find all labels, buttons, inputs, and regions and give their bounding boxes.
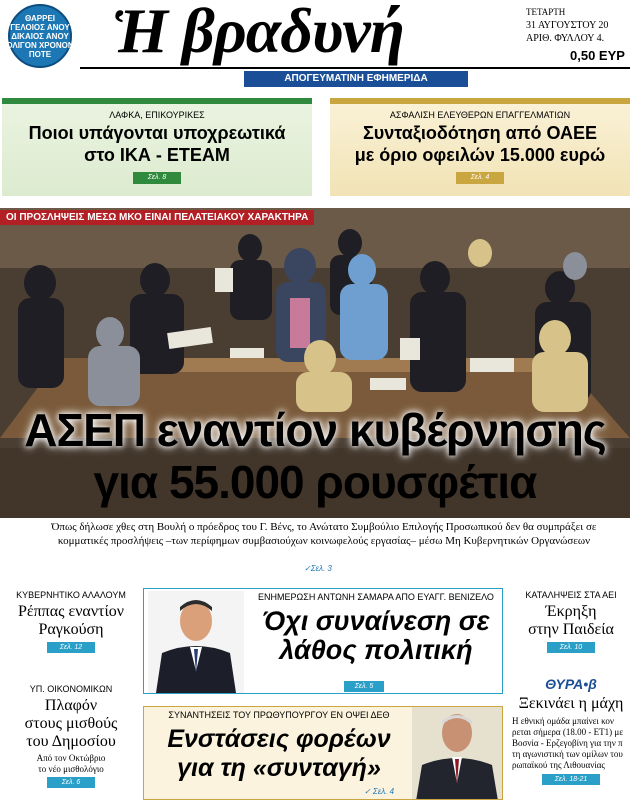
price: 0,50 ΕΥΡ: [570, 48, 625, 63]
masthead-subtitle: ΑΠΟΓΕΥΜΑΤΙΝΗ ΕΦΗΜΕΡΙΔΑ: [244, 71, 468, 87]
story-kicker: ΣΥΝΑΝΤΗΣΕΙΣ ΤΟΥ ΠΡΩΘΥΠΟΥΡΓΟΥ ΕΝ ΟΨΕΙ ΔΕΘ: [168, 710, 390, 720]
center-story-papandreou[interactable]: [143, 706, 503, 800]
samaras-portrait: [148, 591, 244, 693]
teaser-kicker: ΛΑΦΚΑ, ΕΠΙΚΟΥΡΙΚΕΣ: [109, 110, 205, 120]
issue-date: 31 ΑΥΓΟΥΣΤΟΥ 20: [526, 20, 609, 31]
thyra-section-logo: ΘΥΡΑ•β: [545, 676, 597, 692]
story-headline-line1: Όχι συναίνεση σε: [262, 606, 490, 636]
story-page-ref: Σελ. 18-21: [542, 774, 600, 785]
teaser-headline-line1: Ποιοι υπάγονται υποχρεωτικά: [28, 123, 286, 143]
lead-text-line1: Όπως δήλωσε χθες στη Βουλή ο πρόεδρος του Γ. Βένς, το Ανώτατο Συμβούλιο Επιλογής Προσωπικού δεν θα συμπράξει σε: [51, 521, 597, 533]
teaser-headline-line2: στο ΙΚΑ - ΕΤΕΑΜ: [84, 145, 230, 165]
teaser-headline-line1: Συνταξιοδότηση από ΟΑΕΕ: [362, 123, 598, 143]
teaser-box-ika[interactable]: [2, 98, 312, 196]
story-headline-line2: στους μισθούς: [24, 715, 118, 732]
center-story-samaras[interactable]: [143, 588, 503, 694]
story-page-ref: Σελ. 6: [47, 777, 95, 788]
main-headline-line2: για 55.000 ρουσφέτια: [93, 456, 537, 508]
story-page-ref: Σελ. 5: [344, 681, 384, 692]
main-headline[interactable]: [0, 404, 630, 508]
right-story-paideia[interactable]: [512, 590, 630, 653]
lead-page-ref: ✓Σελ. 3: [304, 564, 332, 573]
story-headline: [148, 725, 410, 783]
lead-paragraph: [14, 520, 630, 548]
masthead-rule: [80, 67, 630, 69]
story-body-line1: Η εθνική ομάδα μπαίνει κον: [512, 716, 615, 726]
teaser-headline-line2: με όριο οφειλών 15.000 ευρώ: [354, 145, 606, 165]
story-headline-line1: Έκρηξη: [545, 603, 597, 620]
story-headline-line3: του Δημοσίου: [26, 733, 116, 750]
photo-caption: ΟΙ ΠΡΟΣΛΗΨΕΙΣ ΜΕΣΩ ΜΚΟ ΕΙΝΑΙ ΠΕΛΑΤΕΙΑΚΟΥ ΧΑΡΑΚΤΗΡΑ: [0, 210, 314, 225]
story-kicker: ΚΥΒΕΡΝΗΤΙΚΟ ΑΛΑΛΟΥΜ: [16, 590, 126, 600]
right-story-thyra[interactable]: [512, 676, 630, 785]
newspaper-seal-logo: [8, 4, 72, 68]
teaser-page-ref: Σελ. 4: [456, 172, 504, 184]
lead-text-line2: κομματικές προσλήψεις –των περίφημων συμβασιούχων κοινωφελούς εργασίας– μέσω Μη Κυβερνητικών Οργανώσεων: [57, 535, 591, 547]
story-headline-line2: Ραγκούση: [38, 621, 104, 638]
story-headline-line2: λάθος πολιτική: [279, 635, 473, 665]
story-headline-line1: Ενστάσεις φορέων: [167, 725, 391, 753]
story-kicker: ΕΝΗΜΕΡΩΣΗ ΑΝΤΩΝΗ ΣΑΜΑΡΑ ΑΠΟ ΕΥΑΓΓ. ΒΕΝΙΖΕΛΟ: [258, 592, 494, 602]
seal-text: ΘΑΡΡΕΙ ΓΕΛΟΙΟΣ ΑΝΟΥ ΔΙΚΑΙΟΣ ΑΝΟΥ ΟΛΙΓΟΝ ΧΡΟΝΟΝ ΠΟΤΕ: [6, 13, 74, 59]
story-kicker: ΥΠ. ΟΙΚΟΝΟΜΙΚΩΝ: [29, 684, 113, 694]
story-headline-line1: Ρέππας εναντίον: [17, 603, 125, 620]
story-body-line3: Βοσνία - Ερζεγοβίνη για την π: [512, 738, 623, 748]
story-page-ref: Σελ. 12: [47, 642, 95, 653]
left-story-plafon[interactable]: [6, 684, 136, 788]
story-page-ref: Σελ. 10: [547, 642, 595, 653]
story-body-line2: το νέο μισθολόγιο: [38, 764, 104, 774]
story-headline: [248, 607, 503, 665]
issue-number: ΑΡΙΘ. ΦΥΛΛΟΥ 4.: [526, 33, 605, 44]
issue-info: [526, 6, 630, 45]
story-page-ref: ✓ Σελ. 4: [364, 787, 395, 796]
teaser-page-ref: Σελ. 8: [133, 172, 181, 184]
story-headline-line2: για τη «συνταγή»: [177, 754, 381, 782]
story-headline-line1: Πλαφόν: [44, 697, 98, 714]
story-body-line4: τη αγωνιστική των ομίλων του: [512, 749, 623, 759]
story-body-line1: Από τον Οκτώβριο: [36, 753, 106, 763]
teaser-box-oaee[interactable]: [330, 98, 630, 196]
story-headline-line1: Ξεκινάει η μάχη: [518, 695, 624, 712]
story-body-line2: ρεται σήμερα (18.00 - ΕΤ1) με: [512, 727, 623, 737]
masthead-title: Ἡ βραδυνή: [112, 0, 404, 66]
teaser-kicker: ΑΣΦΑΛΙΣΗ ΕΛΕΥΘΕΡΩΝ ΕΠΑΓΓΕΛΜΑΤΙΩΝ: [389, 110, 571, 120]
story-headline-line2: στην Παιδεία: [528, 621, 614, 638]
story-body-line5: ρωπαϊκού της Λιθουανίας: [512, 760, 605, 770]
issue-day: ΤΕΤΑΡΤΗ: [526, 7, 566, 17]
story-kicker: ΚΑΤΑΛΗΨΕΙΣ ΣΤΑ ΑΕΙ: [525, 590, 617, 600]
papandreou-portrait: [412, 707, 502, 800]
main-headline-line1: ΑΣΕΠ εναντίον κυβέρνησης: [24, 404, 606, 456]
left-story-reppas[interactable]: [6, 590, 136, 653]
